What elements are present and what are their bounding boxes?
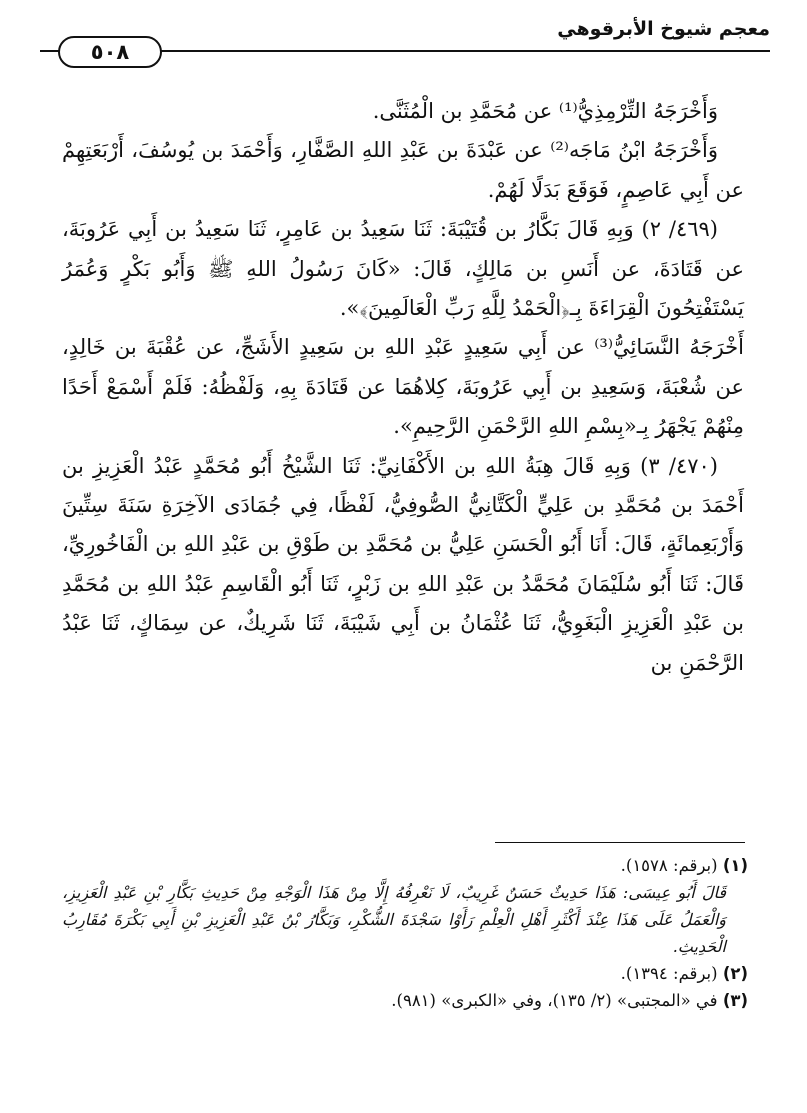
running-header: [40, 14, 770, 70]
page-number: ٥٠٨: [58, 36, 162, 68]
paragraph-hadith-469: (٤٦٩/ ٢) وَبِهِ قَالَ بَكَّارُ بن قُتَيْبَةَ: ثَنَا سَعِيدُ بن عَامِرٍ، ثَنَا سَعِيدُ بن أَبِي عَرُوبَةَ، عن قَتَادَةَ، عن أَنَسِ بن مَالِكٍ، قَالَ: «كَانَ رَسُولُ اللهِ ﷺ وَأَبُو بَكْرٍ وَعُمَرُ يَسْتَفْتِحُونَ الْقِرَاءَةَ بِـ﴿الْحَمْدُ لِلَّهِ رَبِّ الْعَالَمِينَ﴾».: [62, 217, 744, 321]
paragraph-tirmidhi: وَأَخْرَجَهُ التِّرْمِذِيُّ⁽¹⁾ عن مُحَمَّدِ بن الْمُثَنَّى.: [372, 99, 718, 123]
footnote-2-label: (٢): [722, 964, 748, 983]
footnote-2-reference: (برقم: ١٣٩٤).: [620, 964, 718, 983]
footnote-rule: [495, 842, 745, 843]
footnotes: [62, 852, 748, 1014]
footnote-3-label: (٣): [722, 991, 748, 1010]
paragraph-nasai: أَخْرَجَهُ النَّسَائِيُّ⁽³⁾ عن أَبِي سَعِيدٍ عَبْدِ اللهِ بن سَعِيدٍ الأَشَجِّ، عن عُقْبَةَ بن خَالِدٍ، عن شُعْبَةَ، وَسَعِيدِ بن أَبِي عَرُوبَةَ، كِلاهُمَا عن قَتَادَةَ بِهِ، وَلَفْظُهُ: فَلَمْ أَسْمَعْ أَحَدًا مِنْهُمْ يَجْهَرُ بِـ«بِسْمِ اللهِ الرَّحْمَنِ الرَّحِيمِ».: [62, 335, 744, 439]
footnote-3: [62, 987, 748, 1014]
main-text: [62, 92, 744, 683]
footnote-1-label: (١): [722, 856, 748, 875]
paragraph-hadith-470: (٤٧٠/ ٣) وَبِهِ قَالَ هِبَةُ اللهِ بن الأَكْفَانِيِّ: ثَنَا الشَّيْخُ أَبُو مُحَمَّدٍ عَبْدُ الْعَزِيزِ بن أَحْمَدَ بن مُحَمَّدِ بن عَلِيٍّ الْكَتَّانِيُّ الصُّوفِيُّ، لَفْظًا، فِي جُمَادَى الآخِرَةِ سَنَةَ سِتِّينَ وَأَرْبَعِمائَةٍ، قَالَ: أَنَا أَبُو الْحَسَنِ عَلِيُّ بن مُحَمَّدِ بن طَوْقِ بن عَبْدِ اللهِ بن الْفَاخُورِيِّ، قَالَ: ثَنَا أَبُو سُلَيْمَانَ مُحَمَّدُ بن عَبْدِ اللهِ بن زَبْرٍ، ثَنَا أَبُو الْقَاسِمِ عَبْدُ اللهِ بن مُحَمَّدِ بن عَبْدِ الْعَزِيزِ الْبَغَوِيُّ، ثَنَا عُثْمَانُ بن أَبِي شَيْبَةَ، ثَنَا شَرِيكٌ، عن سِمَاكٍ، ثَنَا عَبْدُ الرَّحْمَنِ بن: [62, 453, 744, 675]
footnote-1: [62, 852, 748, 879]
footnote-1-reference: (برقم: ١٥٧٨).: [620, 856, 718, 875]
paragraph-ibn-majah: وَأَخْرَجَهُ ابْنُ مَاجَه⁽²⁾ عن عَبْدَةَ بن عَبْدِ اللهِ الصَّفَّارِ، وَأَحْمَدَ بن يُوسُفَ، أَرْبَعَتِهِمْ عن أَبِي عَاصِمٍ، فَوَقَعَ بَدَلًا لَهُمْ.: [62, 138, 744, 202]
footnote-3-reference: في «المجتبى» (٢/ ١٣٥)، وفي «الكبرى» (٩٨١).: [391, 991, 718, 1010]
footnote-1-quote: قَالَ أَبُو عِيسَى: هَذَا حَدِيثٌ حَسَنٌ غَرِيبٌ، لَا نَعْرِفُهُ إِلَّا مِنْ هَذَا الْوَجْهِ مِنْ حَدِيثِ بَكَّارِ بْنِ عَبْدِ الْعَزِيزِ، وَالْعَمَلُ عَلَى هَذَا عِنْدَ أَكْثَرِ أَهْلِ الْعِلْمِ رَأَوْا سَجْدَةَ الشُّكْرِ، وَبَكَّارُ بْنُ عَبْدِ الْعَزِيزِ بْنِ أَبِي بَكْرَةَ مُقَارِبُ الْحَدِيثِ.: [62, 883, 726, 956]
book-title: معجم شيوخ الأبرقوهي: [557, 18, 770, 40]
footnote-2: [62, 960, 748, 987]
